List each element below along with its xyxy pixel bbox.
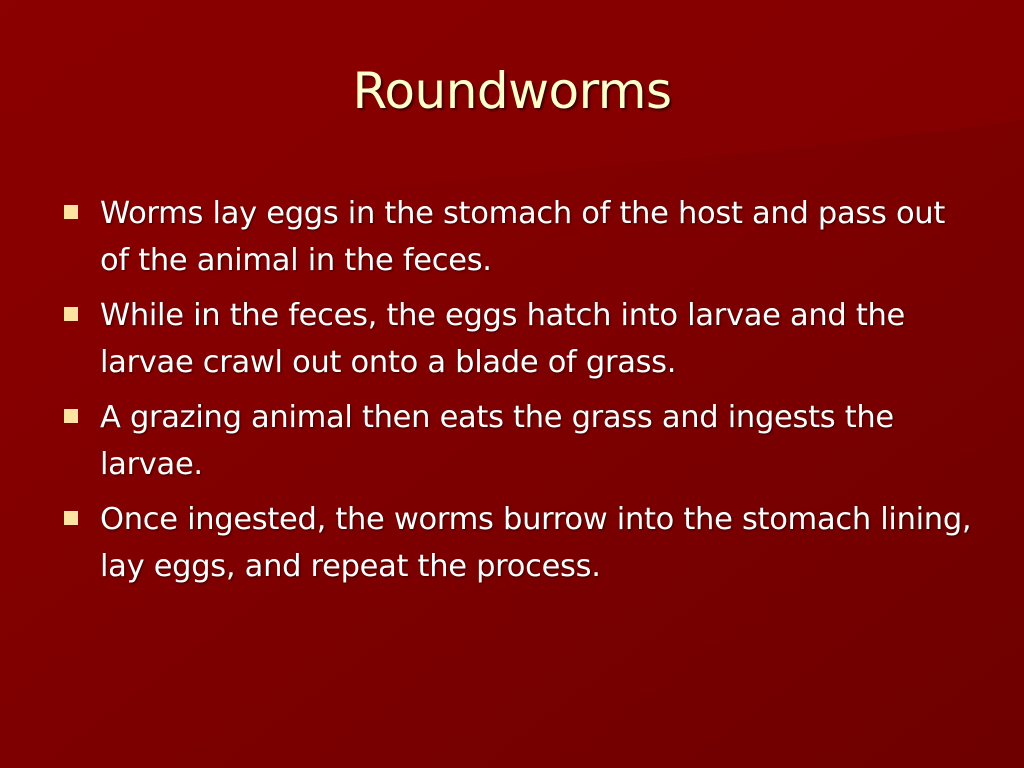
bullet-text: While in the feces, the eggs hatch into larvae and the larvae crawl out onto a blade of grass.	[100, 298, 906, 380]
square-bullet-icon	[64, 511, 78, 525]
bullet-text: A grazing animal then eats the grass and ingests the larvae.	[100, 400, 894, 482]
square-bullet-icon	[64, 307, 78, 321]
square-bullet-icon	[64, 409, 78, 423]
bullet-item	[62, 394, 982, 488]
square-bullet-icon	[64, 205, 78, 219]
bullet-list	[62, 190, 982, 598]
slide-title: Roundworms	[352, 62, 672, 120]
bullet-item	[62, 190, 982, 284]
bullet-text: Worms lay eggs in the stomach of the host and pass out of the animal in the feces.	[100, 196, 945, 278]
bullet-item	[62, 292, 982, 386]
bullet-item	[62, 496, 982, 590]
bullet-text: Once ingested, the worms burrow into the stomach lining, lay eggs, and repeat the process.	[100, 502, 972, 584]
